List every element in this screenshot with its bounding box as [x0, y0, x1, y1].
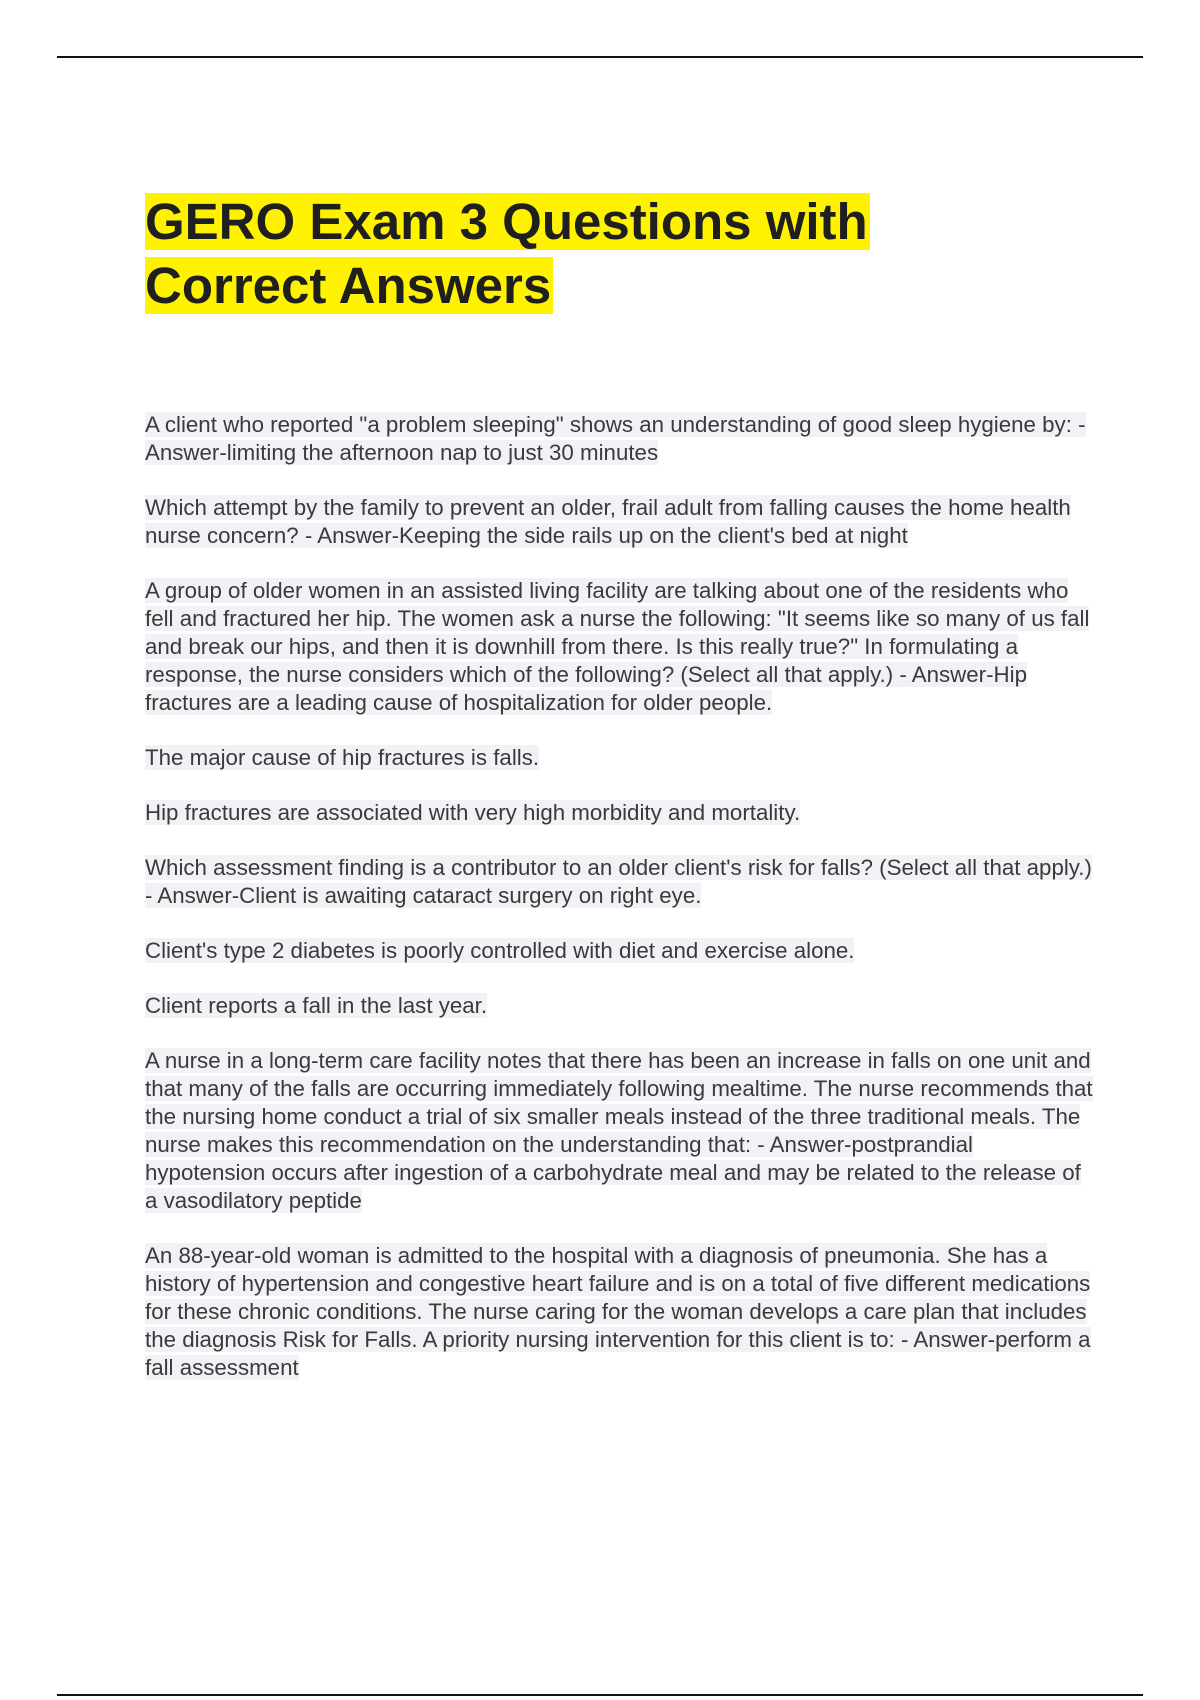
page-footer-rule: [57, 1694, 1143, 1696]
paragraph-text: A group of older women in an assisted living facility are talking about one of the residents who fell and fractured her hip. The women ask a nurse the following: "It seems like so many of us fall and break our hips, and then it is downhill from there. Is this really true?" In formulating a response, the nurse considers which of the following? (Select all that apply.) - Answer-Hip fractures are a leading cause of hospitalization for older people.: [145, 578, 1090, 715]
paragraph-text: Client reports a fall in the last year.: [145, 993, 488, 1018]
paragraph-text: Client's type 2 diabetes is poorly controlled with diet and exercise alone.: [145, 938, 855, 963]
question-answer-paragraph: [145, 1047, 1095, 1215]
question-answer-paragraph: [145, 1242, 1095, 1382]
answer-paragraph: [145, 992, 1095, 1020]
paragraph-text: A client who reported "a problem sleeping" shows an understanding of good sleep hygiene by: - Answer-limiting the afternoon nap to just 30 minutes: [145, 412, 1086, 465]
paragraph-text: The major cause of hip fractures is falls.: [145, 745, 540, 770]
page-header-rule: [57, 56, 1143, 58]
question-answer-paragraph: [145, 577, 1095, 717]
paragraph-text: Hip fractures are associated with very high morbidity and mortality.: [145, 800, 801, 825]
paragraph-text: An 88-year-old woman is admitted to the hospital with a diagnosis of pneumonia. She has a history of hypertension and congestive heart failure and is on a total of five different medications for these chronic conditions. The nurse caring for the woman develops a care plan that includes the diagnosis Risk for Falls. A priority nursing intervention for this client is to: - Answer-perform a fall assessment: [145, 1243, 1091, 1380]
document-body: [145, 411, 1095, 1409]
answer-paragraph: [145, 744, 1095, 772]
answer-paragraph: [145, 937, 1095, 965]
paragraph-text: Which assessment finding is a contributor to an older client's risk for falls? (Select all that apply.) - Answer-Client is awaiting cataract surgery on right eye.: [145, 855, 1092, 908]
paragraph-text: A nurse in a long-term care facility notes that there has been an increase in falls on one unit and that many of the falls are occurring immediately following mealtime. The nurse recommends that the nursing home conduct a trial of six smaller meals instead of the three traditional meals. The nurse makes this recommendation on the understanding that: - Answer-postprandial hypotension occurs after ingestion of a carbohydrate meal and may be related to the release of a vasodilatory peptide: [145, 1048, 1093, 1213]
question-answer-paragraph: [145, 411, 1095, 467]
question-answer-paragraph: [145, 854, 1095, 910]
answer-paragraph: [145, 799, 1095, 827]
question-answer-paragraph: [145, 494, 1095, 550]
paragraph-text: Which attempt by the family to prevent an older, frail adult from falling causes the home health nurse concern? - Answer-Keeping the side rails up on the client's bed at night: [145, 495, 1071, 548]
document-title: [145, 190, 1045, 318]
document-title-text: GERO Exam 3 Questions with Correct Answers: [145, 193, 868, 314]
